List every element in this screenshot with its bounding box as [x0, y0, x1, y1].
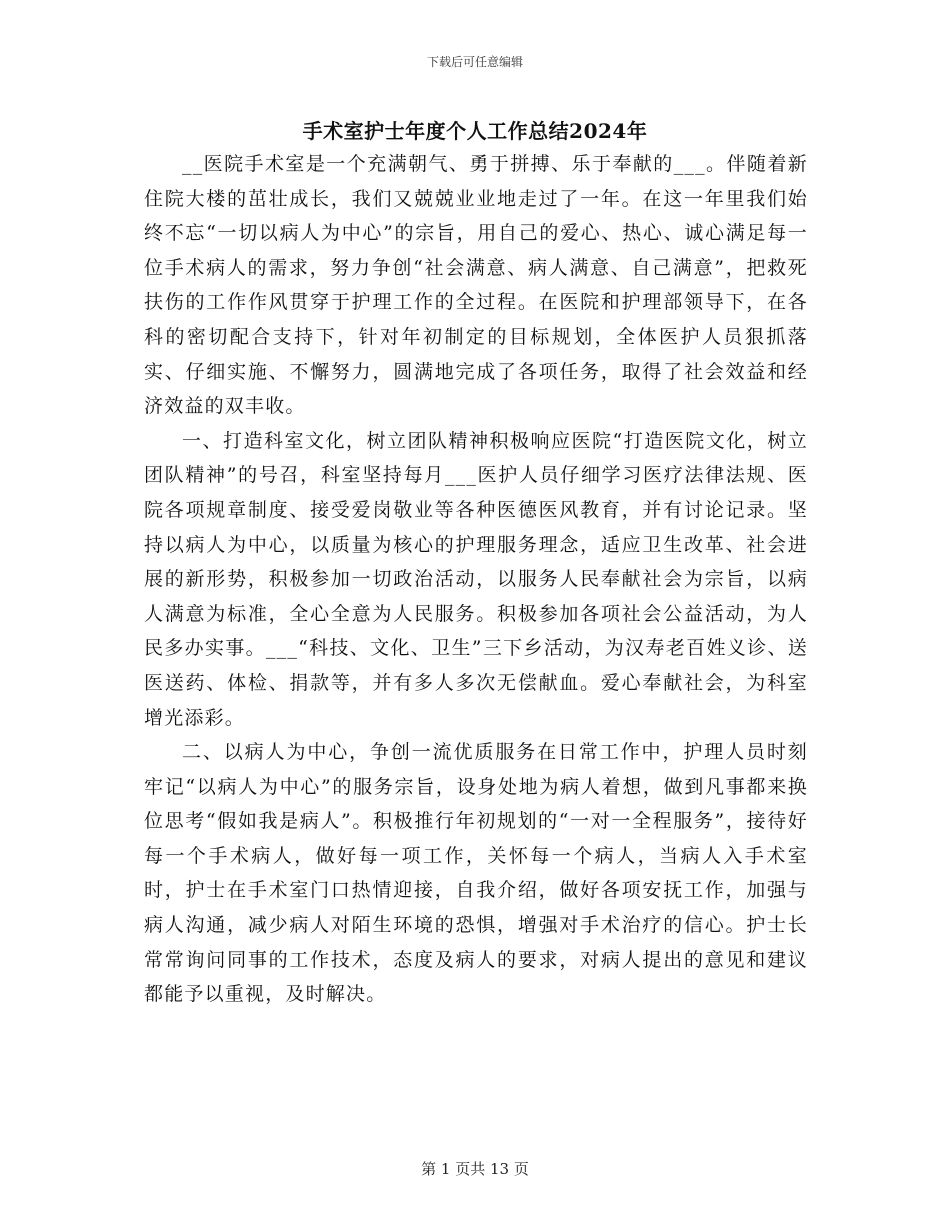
paragraph-section-one: 一、打造科室文化，树立团队精神积极响应医院“打造医院文化，树立团队精神”的号召，科室坚持每月___医护人员仔细学习医疗法律法规、医院各项规章制度、接受爱岗敬业等各种医德医风教育，并有讨论记录。坚持以病人为中心，以质量为核心的护理服务理念，适应卫生改革、社会进展的新形势，积极参加一切政治活动，以服务人民奉献社会为宗旨，以病人满意为标准，全心全意为人民服务。积极参加各项社会公益活动，为人民多办实事。___“科技、文化、卫生”三下乡活动，为汉寿老百姓义诊、送医送药、体检、捐款等，并有多人多次无偿献血。爱心奉献社会，为科室增光添彩。	[144, 429, 808, 729]
page-number-footer: 第 1 页共 13 页	[421, 1160, 529, 1178]
paragraph-intro: __医院手术室是一个充满朝气、勇于拼搏、乐于奉献的___。伴随着新住院大楼的茁壮成长，我们又兢兢业业地走过了一年。在这一年里我们始终不忘“一切以病人为中心”的宗旨，用自己的爱心、热心、诚心满足每一位手术病人的需求，努力争创“社会满意、病人满意、自己满意”，把救死扶伤的工作作风贯穿于护理工作的全过程。在医院和护理部领导下，在各科的密切配合支持下，针对年初制定的目标规划，全体医护人员狠抓落实、仔细实施、不懈努力，圆满地完成了各项任务，取得了社会效益和经济效益的双丰收。	[144, 153, 808, 418]
page-header-note: 下载后可任意编辑	[426, 55, 523, 69]
document-title: 手术室护士年度个人工作总结2024年	[302, 119, 648, 143]
paragraph-section-two: 二、以病人为中心，争创一流优质服务在日常工作中，护理人员时刻牢记“以病人为中心”的服务宗旨，设身处地为病人着想，做到凡事都来换位思考“假如我是病人”。积极推行年初规划的“一对一全程服务”，接待好每一个手术病人，做好每一项工作，关怀每一个病人，当病人入手术室时，护士在手术室门口热情迎接，自我介绍，做好各项安抚工作，加强与病人沟通，减少病人对陌生环境的恐惧，增强对手术治疗的信心。护士长常常询问同事的工作技术，态度及病人的要求，对病人提出的意见和建议都能予以重视，及时解决。	[144, 741, 808, 1006]
document-body	[144, 147, 808, 1012]
